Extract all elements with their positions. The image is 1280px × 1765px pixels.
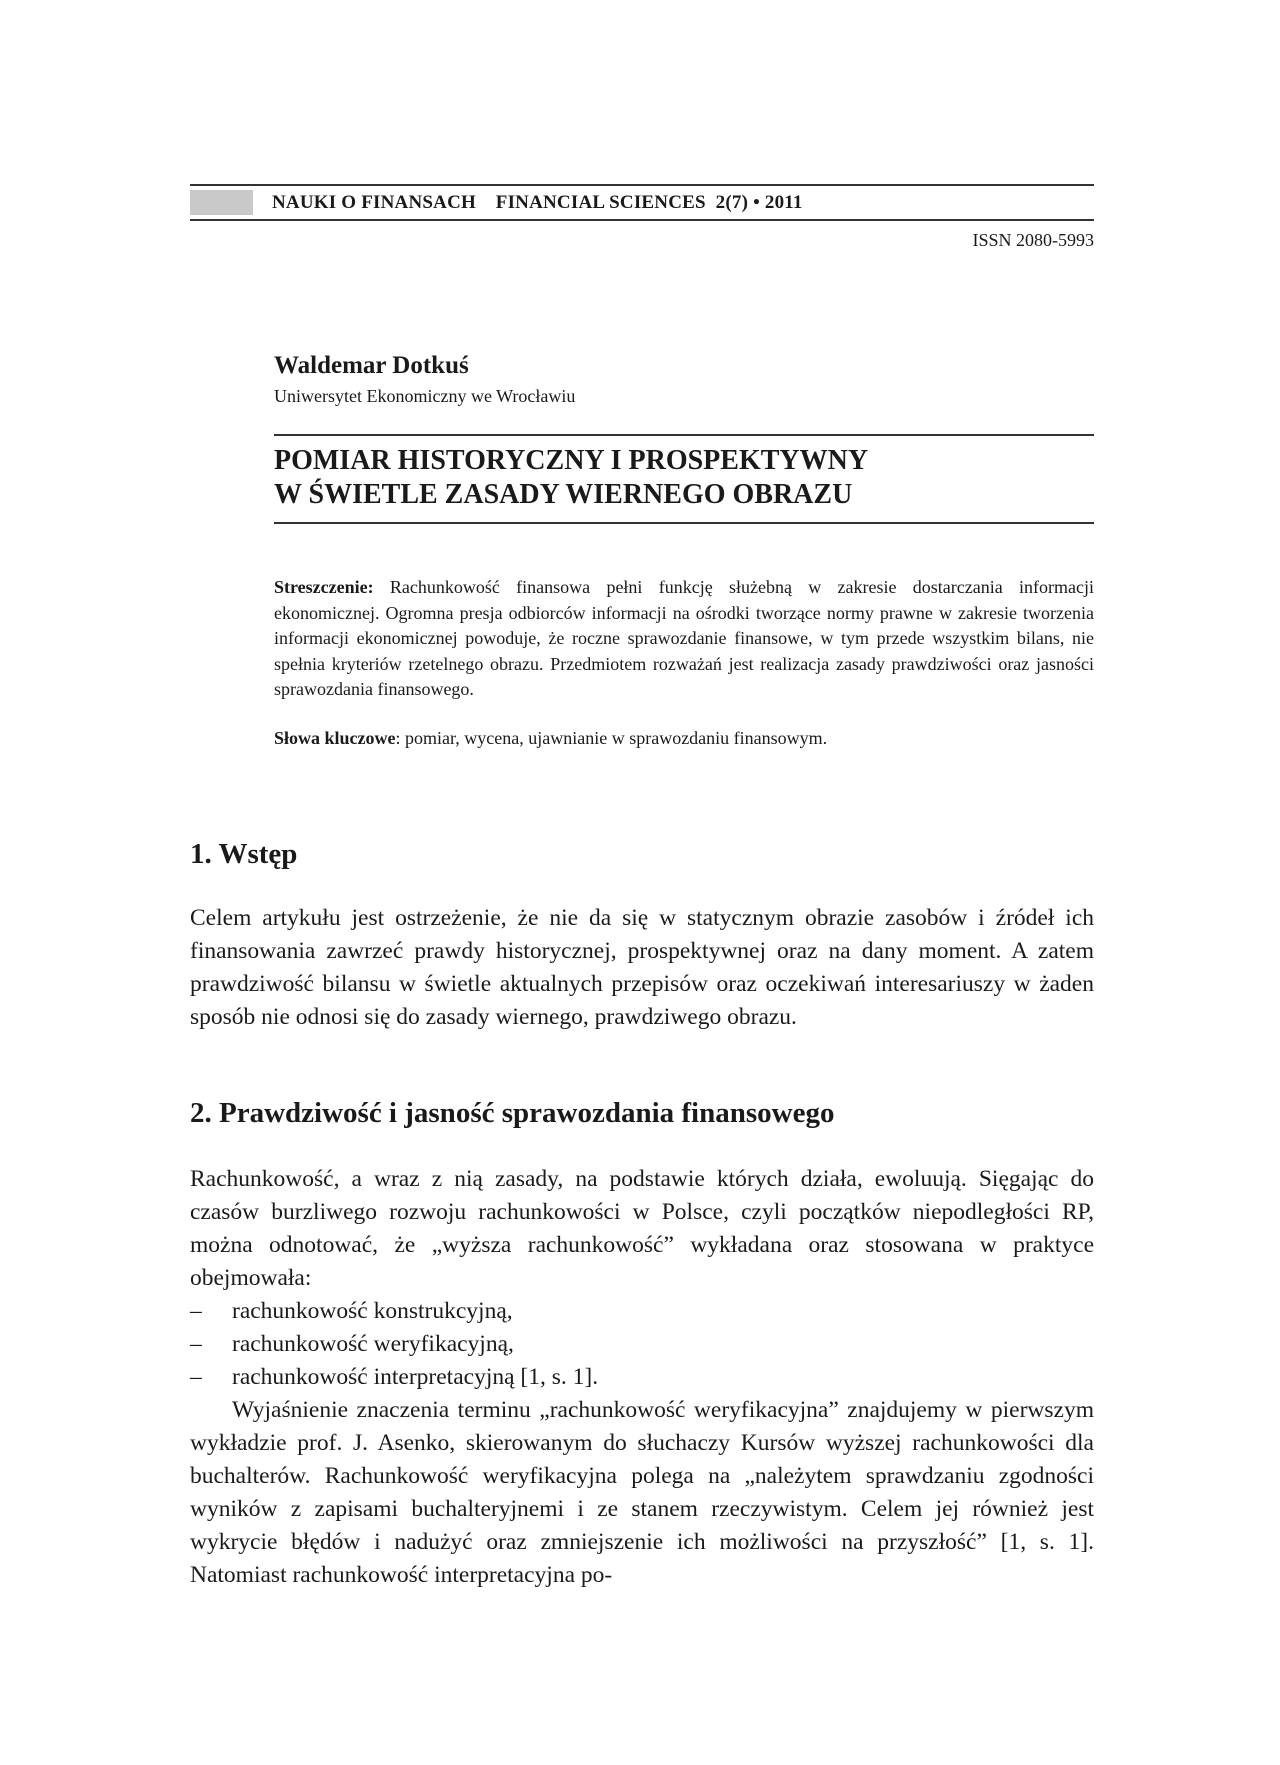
- journal-header: [190, 184, 1094, 221]
- list-item: [190, 1361, 1094, 1394]
- author-affiliation: Uniwersytet Ekonomiczny we Wrocławiu: [274, 386, 576, 406]
- list-item-text: rachunkowość interpretacyjną [1, s. 1].: [232, 1364, 599, 1390]
- list-dash: –: [190, 1331, 202, 1357]
- article-title: [274, 434, 1094, 524]
- list-dash: –: [190, 1364, 202, 1390]
- keywords-label: Słowa kluczowe: [274, 728, 396, 748]
- abstract-text: Rachunkowość finansowa pełni funkcję służebną w zakresie dostarczania informacji ekonomicznej. Ogromna presja odbiorców informacji na ośrodki tworzące normy prawne w zakresie tworzenia informacji ekonomicznej powoduje, że roczne sprawozdanie finansowe, w tym przede wszystkim bilans, nie spełnia kryteriów rzetelnego obrazu. Przedmiotem rozważań jest realizacja zasady prawdziwości oraz jasności sprawozdania finansowego.: [274, 577, 1094, 699]
- author-name: Waldemar Dotkuś: [274, 352, 469, 379]
- list-item: [190, 1328, 1094, 1361]
- section-1-heading: 1. Wstęp: [190, 838, 298, 870]
- bullet-list: [190, 1295, 1094, 1394]
- list-item-text: rachunkowość konstrukcyjną,: [232, 1298, 513, 1324]
- section-2-heading: 2. Prawdziwość i jasność sprawozdania finansowego: [190, 1097, 835, 1129]
- journal-title: NAUKI O FINANSACH FINANCIAL SCIENCES 2(7) • 2011: [272, 191, 803, 213]
- title-line-1: POMIAR HISTORYCZNY I PROSPEKTYWNY: [274, 445, 869, 476]
- list-item-text: rachunkowość weryfikacyjną,: [232, 1331, 514, 1357]
- keywords: [274, 726, 1094, 751]
- abstract-label: Streszczenie:: [274, 577, 374, 597]
- keywords-text: : pomiar, wycena, ujawnianie w sprawozdaniu finansowym.: [395, 728, 828, 748]
- list-item: [190, 1295, 1094, 1328]
- section-2-paragraph-1: Rachunkowość, a wraz z nią zasady, na podstawie których działa, ewoluują. Sięgając do czasów burzliwego rozwoju rachunkowości w Polsce, czyli początków niepodległości RP, można odnotować, że „wyższa rachunkowość” wykładana oraz stosowana w praktyce obejmowała:: [190, 1166, 1094, 1291]
- header-gray-block: [190, 190, 253, 215]
- abstract: [274, 575, 1094, 703]
- issn: ISSN 2080-5993: [972, 230, 1094, 250]
- section-1-paragraph: Celem artykułu jest ostrzeżenie, że nie da się w statycznym obrazie zasobów i źródeł ich finansowania zawrzeć prawdy historycznej, prospektywnej oraz na dany moment. A zatem prawdziwość bilansu w świetle aktualnych przepisów oraz oczekiwań interesariuszy w żaden sposób nie odnosi się do zasady wiernego, prawdziwego obrazu.: [190, 905, 1094, 1030]
- title-line-2: W ŚWIETLE ZASADY WIERNEGO OBRAZU: [274, 479, 853, 510]
- list-dash: –: [190, 1298, 202, 1324]
- section-2-paragraph-2: Wyjaśnienie znaczenia terminu „rachunkowość weryfikacyjna” znajdujemy w pierwszym wykładzie prof. J. Asenko, skierowanym do słuchaczy Kursów wyższej rachunkowości dla buchalterów. Rachunkowość weryfikacyjna polega na „należytem sprawdzaniu zgodności wyników z zapisami buchalteryjnemi i ze stanem rzeczywistym. Celem jej również jest wykrycie błędów i nadużyć oraz zmniejszenie ich możliwości na przyszłość” [1, s. 1]. Natomiast rachunkowość interpretacyjna po-: [190, 1397, 1094, 1588]
